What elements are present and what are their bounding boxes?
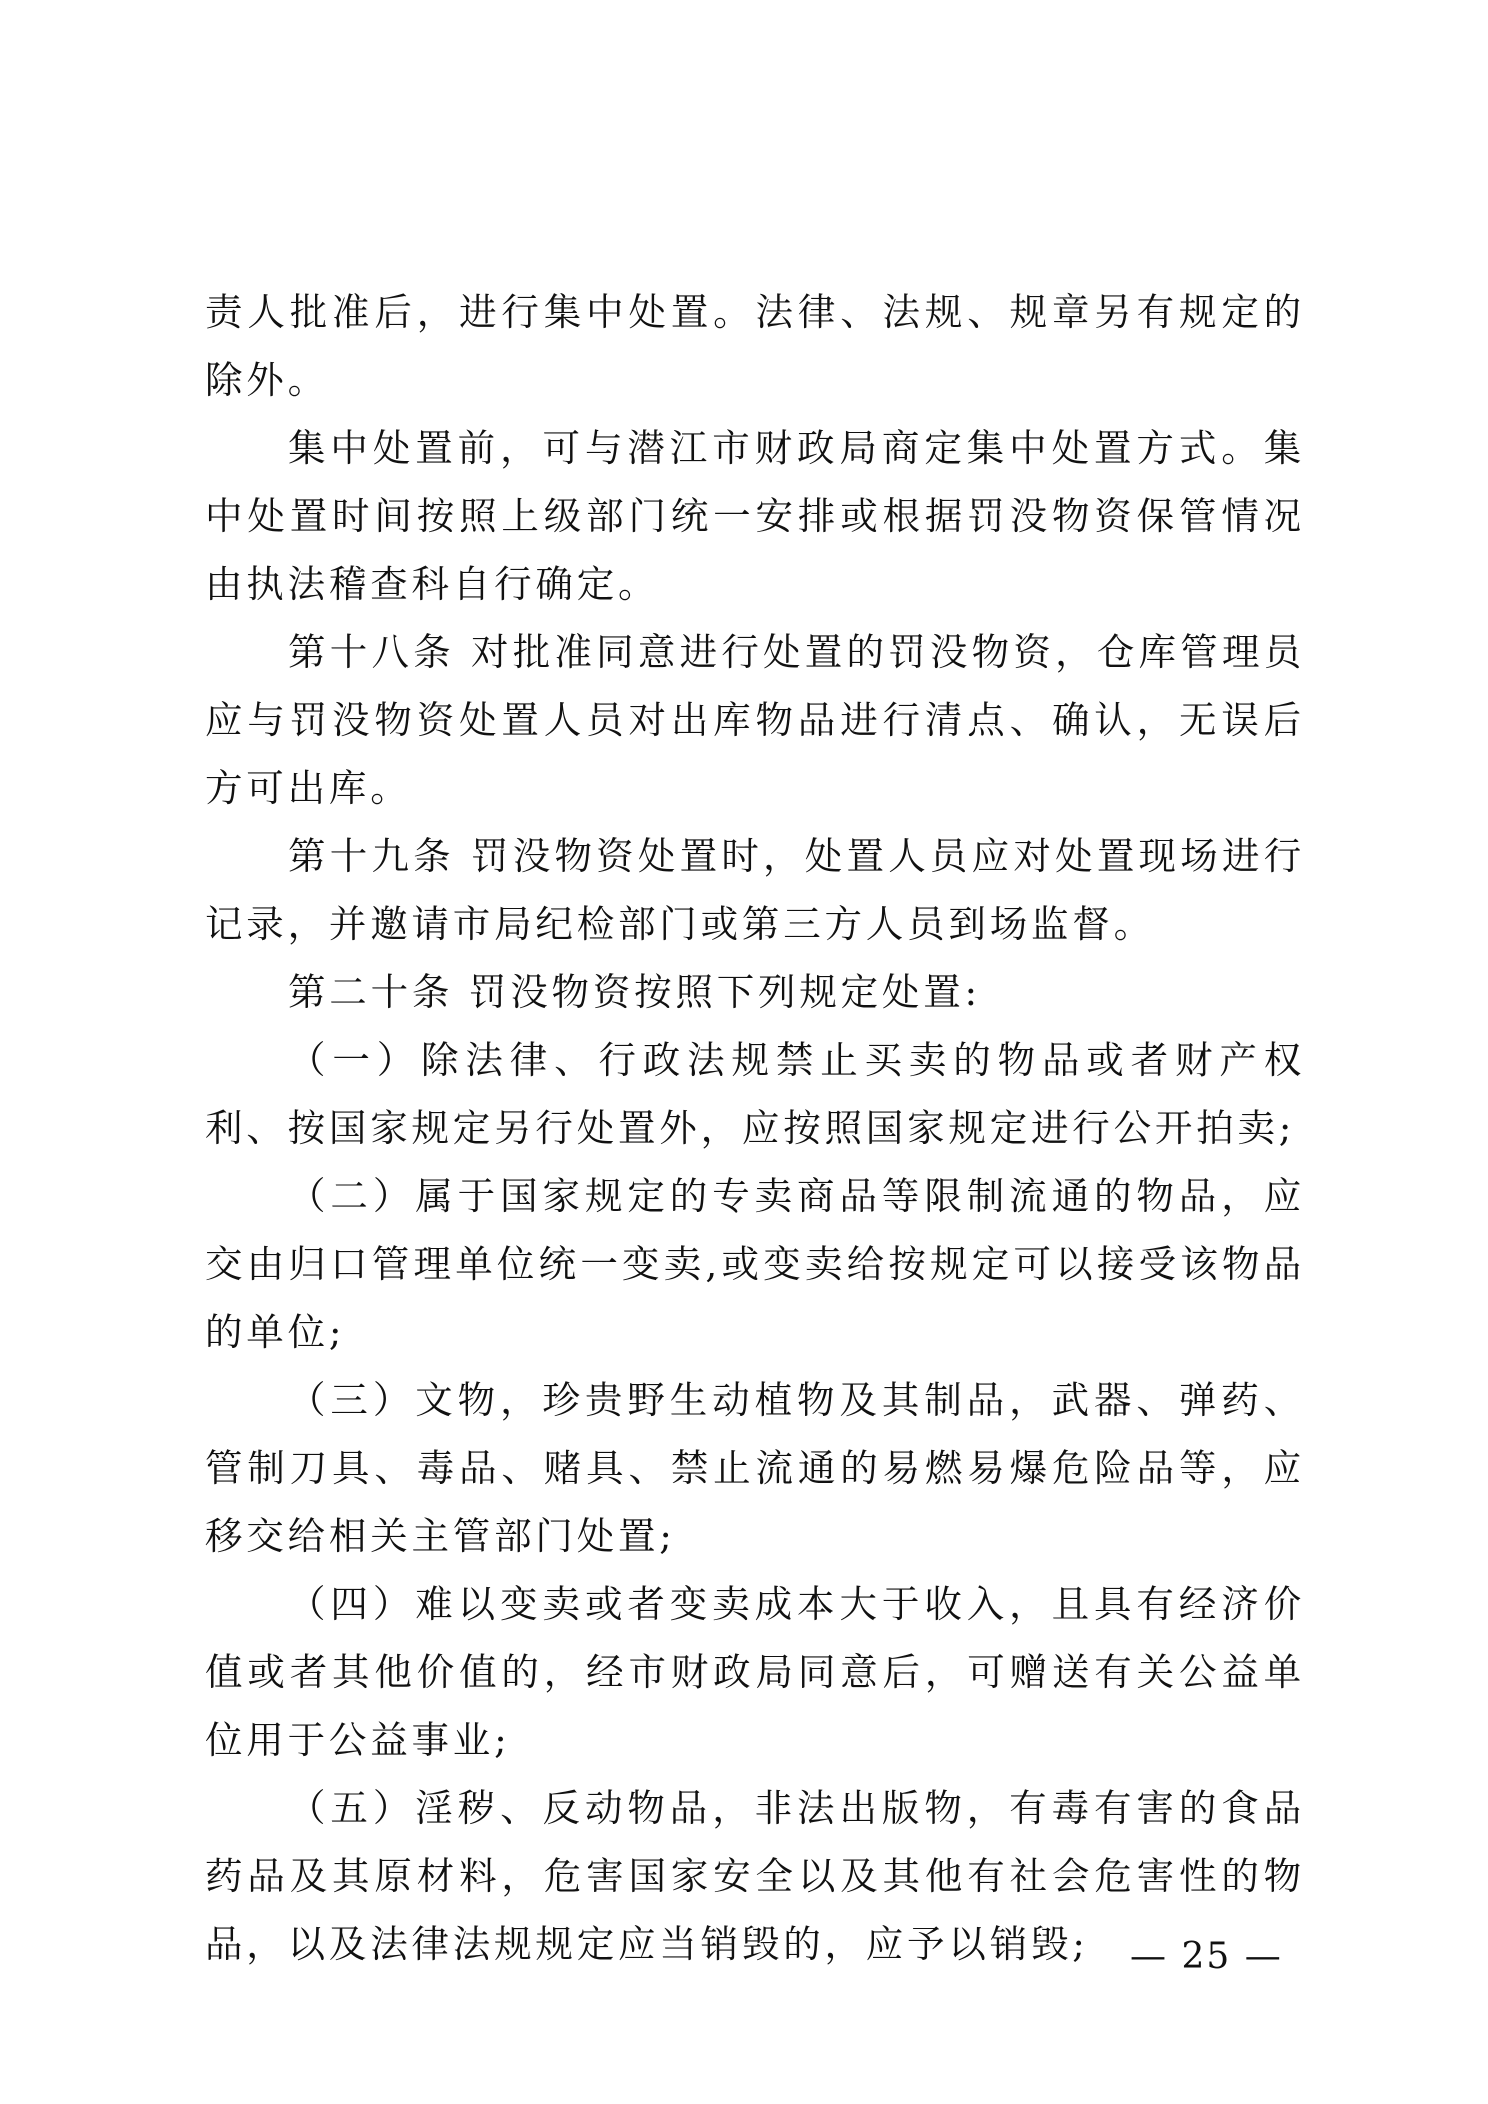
page-number: — 25 —	[1130, 1936, 1283, 1977]
article-18: 第十八条 对批准同意进行处置的罚没物资，仓库管理员应与罚没物资处置人员对出库物品进行清点、确认，无误后方可出库。	[205, 630, 1305, 810]
article-20-item-5: （五）淫秽、反动物品，非法出版物，有毒有害的食品药品及其原材料，危害国家安全以及其他有社会危害性的物品，以及法律法规规定应当销毁的，应予以销毁;	[205, 1786, 1305, 1966]
article-20-item-4: （四）难以变卖或者变卖成本大于收入，且具有经济价值或者其他价值的，经市财政局同意后，可赠送有关公益单位用于公益事业;	[205, 1582, 1305, 1762]
article-20-item-3: （三）文物，珍贵野生动植物及其制品，武器、弹药、管制刀具、毒品、赌具、禁止流通的易燃易爆危险品等，应移交给相关主管部门处置;	[205, 1378, 1305, 1558]
article-20-item-2: （二）属于国家规定的专卖商品等限制流通的物品，应交由归口管理单位统一变卖,或变卖给按规定可以接受该物品的单位;	[205, 1174, 1305, 1354]
document-body	[205, 278, 1305, 1978]
paragraph-centralized-disposal: 集中处置前，可与潜江市财政局商定集中处置方式。集中处置时间按照上级部门统一安排或根据罚没物资保管情况由执法稽查科自行确定。	[205, 426, 1305, 606]
article-20-item-1: （一）除法律、行政法规禁止买卖的物品或者财产权利、按国家规定另行处置外，应按照国家规定进行公开拍卖;	[205, 1038, 1305, 1150]
article-19: 第十九条 罚没物资处置时，处置人员应对处置现场进行记录，并邀请市局纪检部门或第三方人员到场监督。	[205, 834, 1305, 946]
article-20: 第二十条 罚没物资按照下列规定处置:	[288, 970, 981, 1014]
paragraph-continuation: 责人批准后，进行集中处置。法律、法规、规章另有规定的除外。	[205, 290, 1305, 402]
